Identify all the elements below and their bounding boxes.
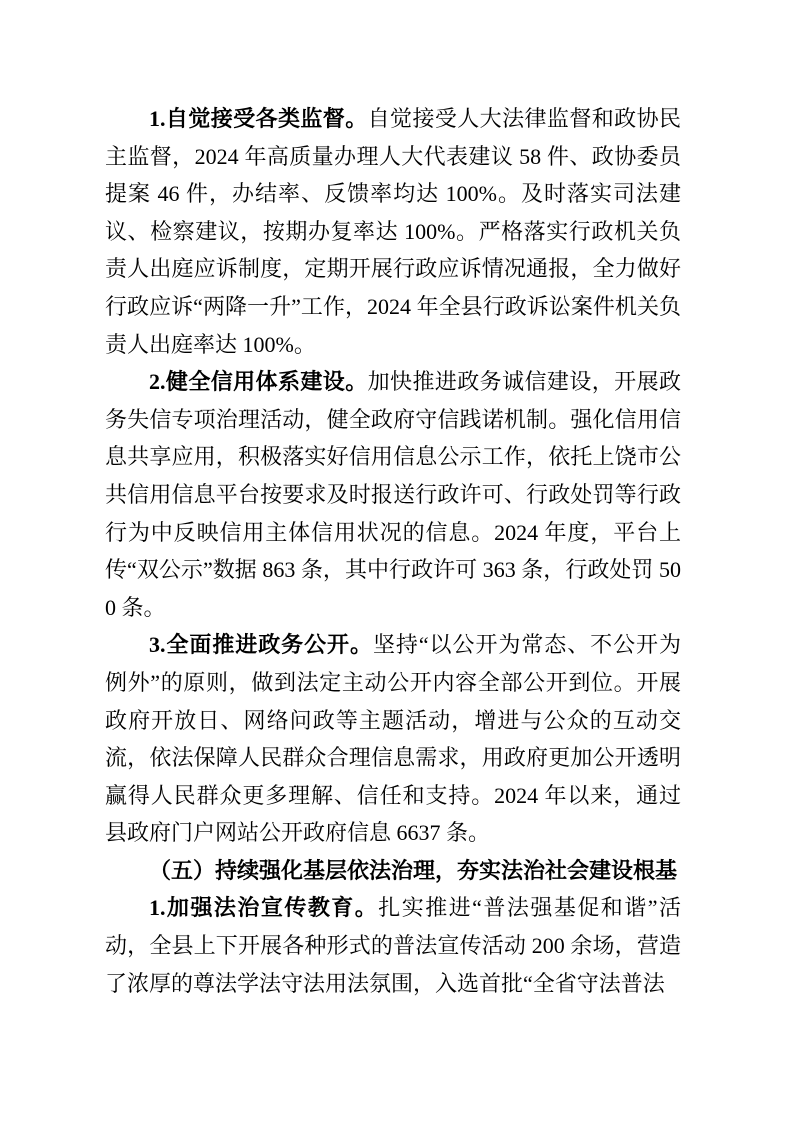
paragraph-lead: 1.自觉接受各类监督。 (149, 106, 368, 131)
paragraph-lead: 2.健全信用体系建设。 (149, 369, 368, 395)
paragraph-text: 扎实推进“普法强基促和谐”活动，全县上下开展各种形式的普法宣传活动 200 余场，营造了浓厚的尊法学法守法用法氛围，入选首批“全省守法普法 (105, 895, 681, 996)
paragraph-open-government (105, 626, 681, 852)
paragraph-law-education (105, 889, 681, 1002)
section-heading-text: （五）持续强化基层依法治理，夯实法治社会建设根基 (149, 857, 678, 883)
paragraph-credit-system (105, 363, 681, 626)
paragraph-text: 坚持“以公开为常态、不公开为例外”的原则，做到法定主动公开内容全部公开到位。开展政府开放日、网络问政等主题活动，增进与公众的互动交流，依法保障人民群众合理信息需求，用政府更加公开透明赢得人民群众更多理解、信任和支持。2024 年以来，通过县政府门户网站公开政府信息 6637 条。 (105, 632, 681, 846)
paragraph-lead: 1.加强法治宣传教育。 (149, 895, 379, 921)
section-heading (105, 852, 681, 890)
paragraph-supervision (105, 100, 681, 363)
paragraph-text: 自觉接受人大法律监督和政协民主监督，2024 年高质量办理人大代表建议 58 件、政协委员提案 46 件，办结率、反馈率均达 100%。及时落实司法建议、检察建议，按期办复率达 100%。严格落实行政机关负责人出庭应诉制度，定期开展行政应诉情况通报，全力做好行政应诉“两降一升”工作，2024 年全县行政诉讼案件机关负责人出庭率达 100%。 (105, 106, 681, 357)
paragraph-lead: 3.全面推进政务公开。 (149, 632, 373, 658)
paragraph-text: 加快推进政务诚信建设，开展政务失信专项治理活动，健全政府守信践诺机制。强化信用信息共享应用，积极落实好信用信息公示工作，依托上饶市公共信用信息平台按要求及时报送行政许可、行政处罚等行政行为中反映信用主体信用状况的信息。2024 年度，平台上传“双公示”数据 863 条，其中行政许可 363 条，行政处罚 500 条。 (105, 369, 681, 620)
